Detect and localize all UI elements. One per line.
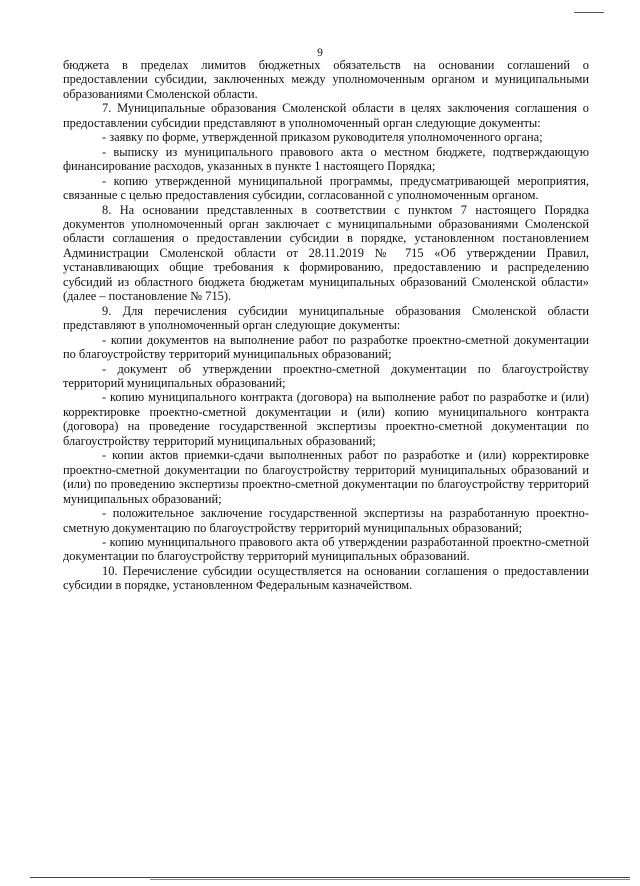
paragraph-8: 8. На основании представленных в соответствии с пунктом 7 настоящего Порядка документов уполномоченный орган заключает с муниципальными образованиями Смоленской области соглашения о предоставлении субсидии в порядке, установленном постановлением Администрации Смоленской области от 28.11.2019 № 715 «Об утверждении Правил, устанавливающих общие требования к формированию, предоставлению и распределению субсидий из областного бюджета бюджетам муниципальных образований Смоленской области» (далее – постановление № 715).	[63, 202, 589, 304]
list-item-expert-conclusion: - положительное заключение государственной экспертизы на разработанную проектно-сметную документацию по благоустройству территорий муниципальных образований;	[63, 506, 589, 535]
list-item-program-copy: - копию утвержденной муниципальной программы, предусматривающей мероприятия, связанные с целью предоставления субсидии, согласованной с уполномоченным органом.	[63, 173, 589, 203]
page-number: 9	[317, 47, 323, 59]
list-item-budget-extract: - выписку из муниципального правового акта о местном бюджете, подтверждающую финансирование расходов, указанных в пункте 1 настоящего Порядка;	[63, 144, 589, 174]
list-item-work-documents: - копии документов на выполнение работ по разработке проектно-сметной документации по благоустройству территорий муниципальных образований;	[63, 332, 589, 362]
list-item-legal-act-copy: - копию муниципального правового акта об утверждении разработанной проектно-сметной документации по благоустройству территорий муниципальных образований.	[63, 534, 589, 564]
document-body	[63, 58, 589, 593]
list-item-contract-copy: - копию муниципального контракта (договора) на выполнение работ по разработке и (или) корректировке проектно-сметной документации и (или) копию муниципального контракта (договора) на проведение государственной экспертизы проектно-сметной документации по благоустройству территорий муниципальных образований;	[63, 390, 589, 448]
paragraph-9: 9. Для перечисления субсидии муниципальные образования Смоленской области представляют в уполномоченный орган следующие документы:	[63, 303, 589, 333]
list-item-approval-document: - документ об утверждении проектно-сметной документации по благоустройству территорий муниципальных образований;	[63, 361, 589, 390]
paragraph-7: 7. Муниципальные образования Смоленской области в целях заключения соглашения о предоставлении субсидии представляют в уполномоченный орган следующие документы:	[63, 101, 589, 130]
list-item-application: - заявку по форме, утвержденной приказом руководителя уполномоченного органа;	[102, 130, 543, 145]
paragraph-10: 10. Перечисление субсидии осуществляется на основании соглашения о предоставлении субсидии в порядке, установленном Федеральным казначейством.	[63, 563, 589, 593]
bottom-scan-edge-secondary	[150, 879, 630, 880]
bottom-scan-edge	[30, 877, 630, 878]
list-item-acceptance-acts: - копии актов приемки-сдачи выполненных работ по разработке и (или) корректировке проектно-сметной документации по благоустройству территорий муниципальных образований и (или) по проведению экспертизы проектно-сметной документации по благоустройству территорий муниципальных образований;	[63, 448, 589, 506]
paragraph-continuation: бюджета в пределах лимитов бюджетных обязательств на основании соглашений о предоставлении субсидии, заключенных между уполномоченным органом и муниципальными образованиями Смоленской области.	[63, 58, 589, 101]
top-margin-mark	[574, 12, 604, 13]
